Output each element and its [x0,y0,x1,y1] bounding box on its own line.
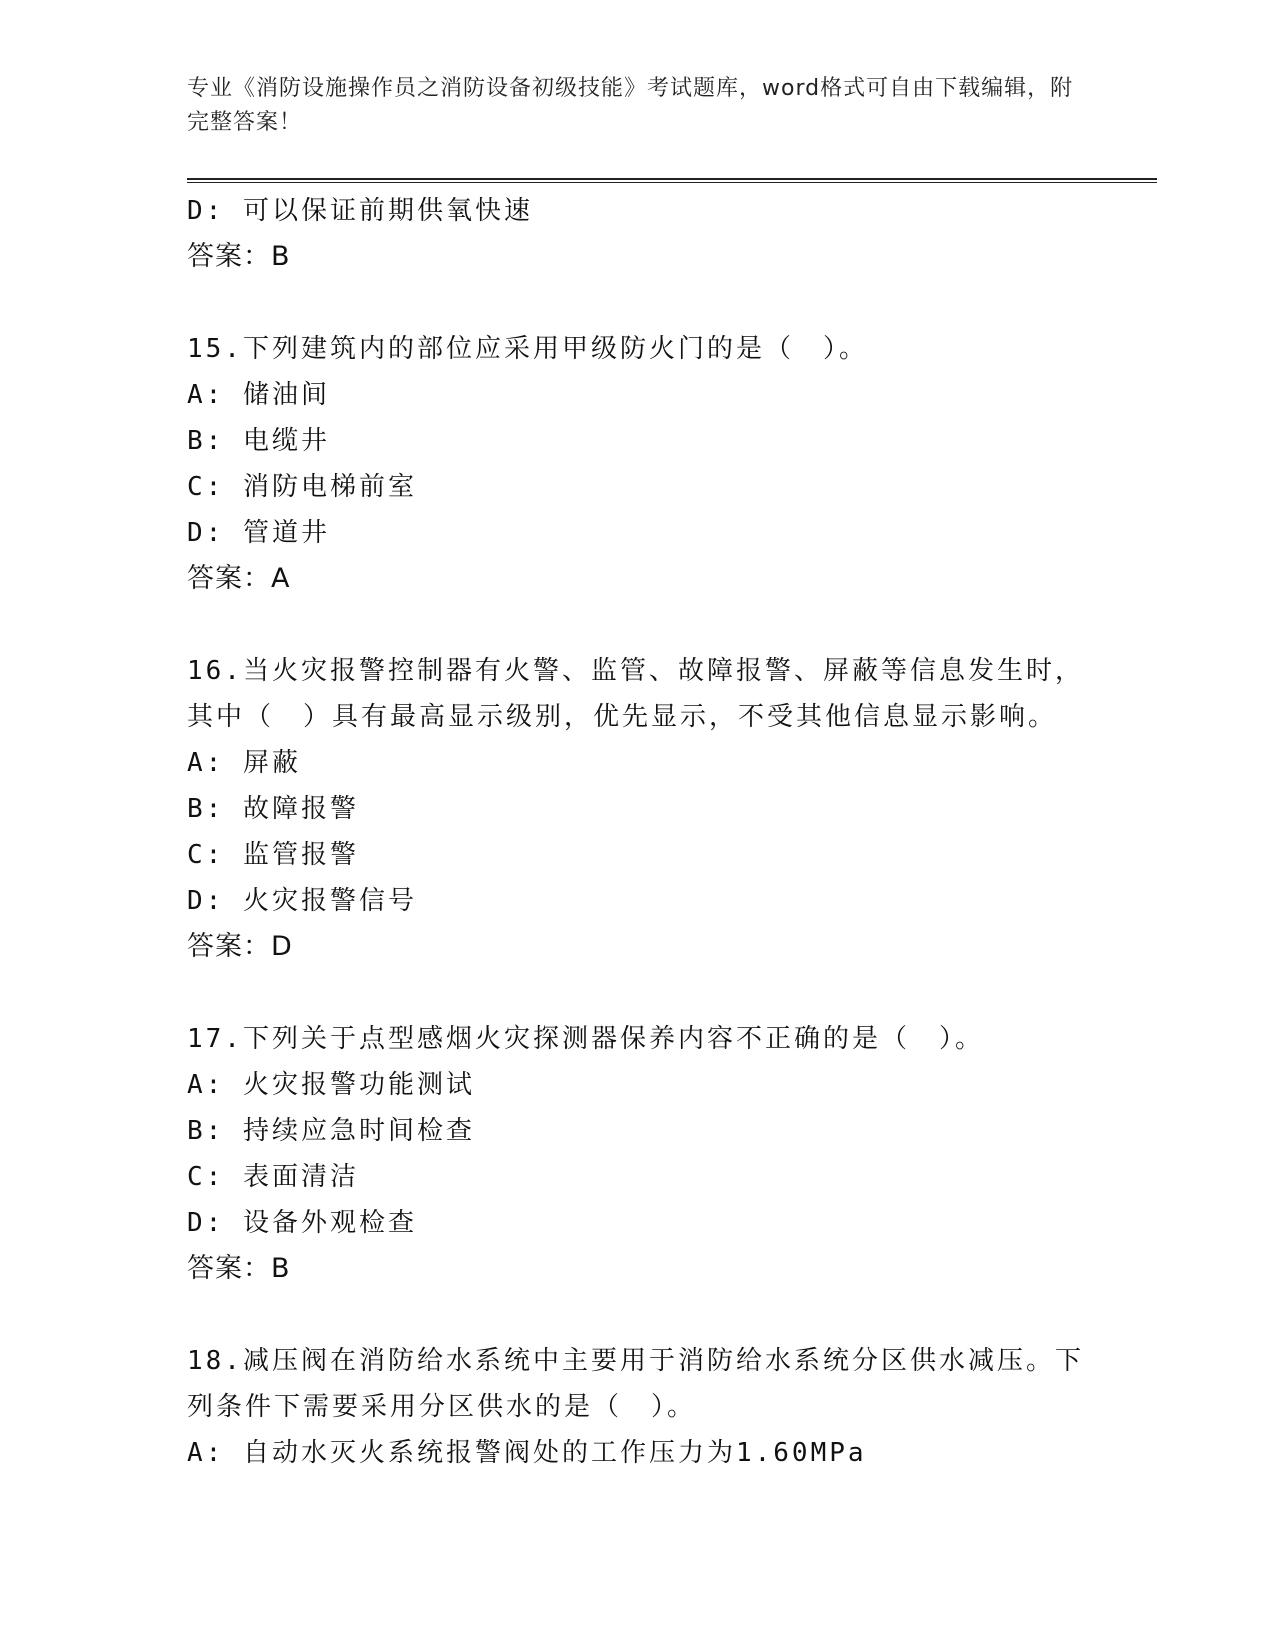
option-c: C: 表面清洁 [187,1162,359,1192]
answer-line: 答案：A [187,563,291,594]
answer-line: 答案：B [187,241,291,272]
option-d: D: 火灾报警信号 [187,886,417,916]
option-d: D: 设备外观检查 [187,1208,417,1238]
option-c: C: 消防电梯前室 [187,472,417,502]
question-stem-line-2: 其中（ ）具有最高显示级别，优先显示，不受其他信息显示影响。 [187,702,1058,732]
question-stem: 17.下列关于点型感烟火灾探测器保养内容不正确的是（ ）。 [187,1024,984,1054]
option-a: A: 储油间 [187,380,330,410]
question-15 [187,326,1107,602]
question-stem: 15.下列建筑内的部位应采用甲级防火门的是（ ）。 [187,334,868,364]
question-stem-line-1: 16.当火灾报警控制器有火警、监管、故障报警、屏蔽等信息发生时， [187,656,1084,686]
option-b: B: 故障报警 [187,794,359,824]
question-18 [187,1338,1107,1476]
header-text: 专业《消防设施操作员之消防设备初级技能》考试题库，word格式可自由下载编辑，附完整答案！ [187,76,1074,135]
answer-line: 答案：B [187,1253,291,1284]
option-d: D: 管道井 [187,518,330,548]
document-header [187,72,1087,140]
document-body [187,188,1107,1476]
header-divider [187,178,1157,183]
option-a: A: 屏蔽 [187,748,301,778]
option-d: D: 可以保证前期供氧快速 [187,196,533,226]
option-b: B: 电缆井 [187,426,330,456]
question-17 [187,1016,1107,1292]
option-a: A: 火灾报警功能测试 [187,1070,475,1100]
answer-line: 答案：D [187,931,293,962]
question-stem-line-1: 18.减压阀在消防给水系统中主要用于消防给水系统分区供水减压。下 [187,1346,1084,1376]
question-16 [187,648,1107,970]
option-b: B: 持续应急时间检查 [187,1116,475,1146]
option-c: C: 监管报警 [187,840,359,870]
question-stem-line-2: 列条件下需要采用分区供水的是（ ）。 [187,1392,697,1422]
previous-question-tail [187,188,1107,280]
option-a: A: 自动水灭火系统报警阀处的工作压力为1.60MPa [187,1438,867,1468]
